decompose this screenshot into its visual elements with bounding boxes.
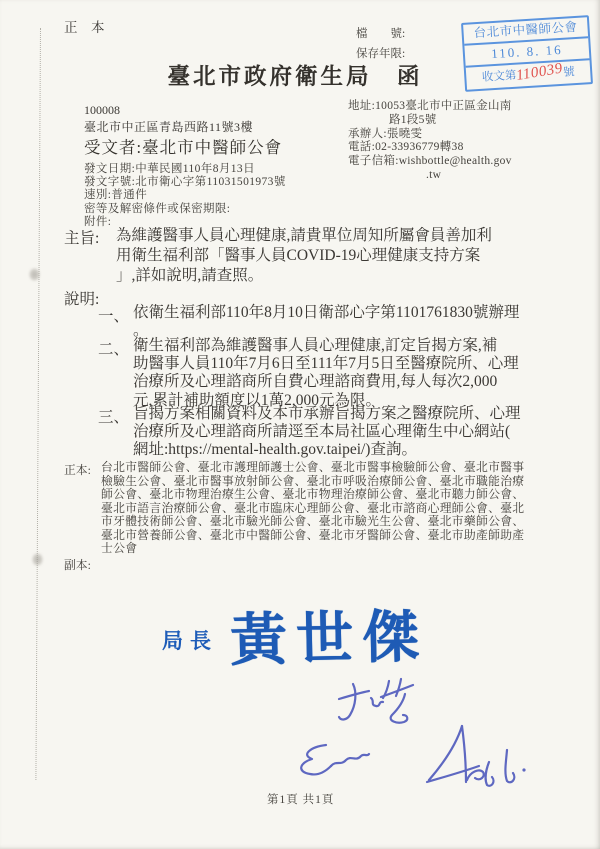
subject-line: 為維護醫事人員心理健康,請貴單位周知所屬會員善加利 — [116, 227, 492, 244]
recipient-address: 臺北市中正區青島西路11號3樓 — [84, 120, 254, 134]
item-text — [133, 337, 539, 410]
item-line: 網址:https://mental-health.gov.taipei/)查詢。 — [133, 441, 417, 459]
binding-dotted-line — [35, 28, 41, 780]
distribution-original-block — [64, 461, 553, 556]
signer-name-stamp: 黃世傑 — [229, 605, 429, 674]
item-text — [133, 405, 539, 460]
speed-class: 速別:普通件 — [84, 189, 148, 202]
dist-line: 臺北市語言治療師公會、臺北市臨床心理師公會、臺北市諮商心理師公會、臺北 — [101, 500, 525, 515]
original-copy-label: 正本: — [64, 463, 91, 477]
item-line: 旨揭方案相關資料及本市承辦旨揭方案之醫療院所、心理 — [133, 405, 521, 422]
subject-line: 」,詳如說明,請查照。 — [116, 266, 264, 284]
contact-email-line2: .tw — [426, 168, 442, 181]
file-number-label: 檔 號: — [356, 28, 406, 40]
stamp-receipt-prefix: 收文第 — [481, 69, 517, 84]
sender-address-line2: 路1段5號 — [389, 113, 437, 126]
dist-line: 師公會、臺北市物理治療生公會、臺北市物理治療師公會、臺北市聽力師公會、 — [101, 487, 525, 501]
stamp-org: 台北市中醫師公會 — [463, 17, 588, 46]
letter-meta-block — [84, 163, 286, 229]
item-line: 依衛生福利部110年8月10日衛部心字第1101761830號辦理 — [133, 304, 520, 321]
sender-contact-block — [348, 100, 512, 183]
contact-person: 承辦人:張曉雯 — [348, 127, 423, 140]
page-number: 第1頁 共1頁 — [267, 794, 335, 806]
item-line: 助醫事人員110年7月6日至111年7月5日至醫療院所、心理 — [133, 355, 519, 373]
contact-email-line1: 電子信箱:wishbottle@health.gov — [348, 155, 512, 168]
item-number: 三、 — [98, 409, 130, 426]
retention-label: 保存年限: — [356, 48, 406, 60]
file-number-block — [356, 24, 405, 64]
recipient-postal-code: 100008 — [84, 103, 120, 117]
dist-line: 士公會 — [101, 541, 138, 555]
dist-line: 市牙體技術師公會、臺北市驗光師公會、臺北市驗光生公會、臺北市藥師公會、 — [101, 514, 525, 528]
receipt-stamp — [461, 15, 593, 92]
document-title: 臺北市政府衛生局 函 — [167, 64, 423, 89]
subject-block — [64, 226, 544, 285]
explanation-item-2 — [98, 337, 539, 410]
stamp-date: 110. 8. 16 — [464, 38, 589, 68]
subject-text — [116, 226, 544, 285]
issue-number: 發文字號:北市衛心字第11031501973號 — [84, 176, 286, 189]
stamp-receipt-number: 110039 — [515, 60, 564, 85]
contact-phone: 電話:02-33936779轉38 — [348, 141, 464, 154]
binding-mark-smudge — [29, 268, 40, 281]
item-line: 元,累計補助額度以1萬2,000元為限。 — [133, 391, 382, 409]
signer-title: 局長 — [162, 629, 218, 653]
item-line: 衛生福利部為維護醫事人員心理健康,訂定旨揭方案,補 — [133, 337, 498, 354]
recipient-name: 受文者:臺北市中醫師公會 — [84, 138, 283, 157]
item-number: 一、 — [98, 308, 130, 325]
stamp-receipt-suffix: 號 — [562, 66, 576, 79]
original-copy-list — [101, 461, 553, 556]
item-line: 治療所及心理諮商所自費心理諮商費用,每人每次2,000 — [133, 373, 498, 391]
item-text — [133, 304, 539, 340]
binding-mark-smudge — [32, 553, 43, 566]
dist-line: 台北市醫師公會、臺北市護理師護士公會、臺北市醫事檢驗師公會、臺北市醫事 — [101, 460, 525, 474]
dist-line: 檢驗生公會、臺北市醫事放射師公會、臺北市呼吸治療師公會、臺北市職能治療 — [101, 473, 525, 488]
subject-line: 用衛生福利部「醫事人員COVID-19心理健康支持方案 — [116, 246, 481, 264]
security-class: 密等及解密條件或保密期限: — [84, 202, 231, 215]
issue-date: 發文日期:中華民國110年8月13日 — [84, 163, 255, 175]
attachment-label: 附件: — [84, 215, 112, 228]
sender-address-line1: 地址:10053臺北市中正區金山南 — [348, 100, 512, 112]
explanation-label: 說明: — [64, 291, 100, 308]
explanation-item-3 — [98, 405, 539, 460]
item-line: 治療所及心理諮商所請逕至本局社區心理衛生中心網站( — [133, 423, 511, 441]
item-number: 二、 — [98, 341, 130, 358]
copy-type-label: 正 本 — [64, 20, 105, 35]
subject-label: 主旨: — [64, 230, 100, 247]
explanation-item-1 — [98, 304, 539, 340]
handwritten-signature-scribbles — [270, 675, 550, 805]
item-line: 。 — [133, 322, 149, 340]
carbon-copy-label: 副本: — [64, 558, 91, 572]
dist-line: 臺北市營養師公會、臺北市中醫師公會、臺北市牙醫師公會、臺北市助產師助產 — [101, 527, 525, 542]
